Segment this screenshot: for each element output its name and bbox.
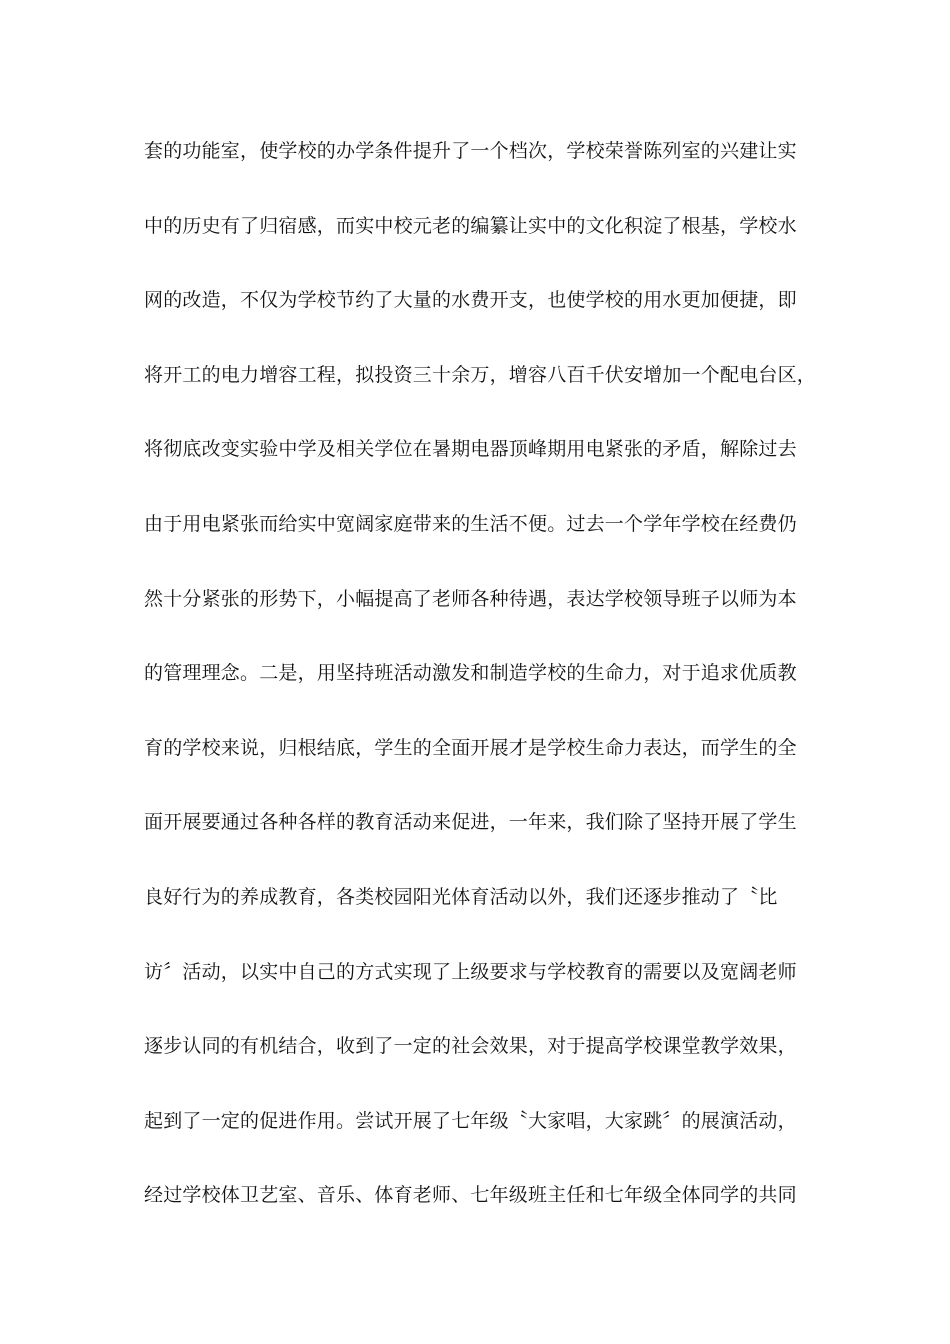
- text-line-12: 访〞活动，以实中自己的方式实现了上级要求与学校教育的需要以及宽阔老师: [144, 960, 797, 983]
- text-line-3: 网的改造，不仅为学校节约了大量的水费开支，也使学校的用水更加便捷，即: [144, 289, 797, 312]
- text-line-7: 然十分紧张的形势下，小幅提高了老师各种待遇，表达学校领导班子以师为本: [144, 587, 797, 610]
- text-line-15: 经过学校体卫艺室、音乐、体育老师、七年级班主任和七年级全体同学的共同: [144, 1184, 797, 1207]
- text-line-6: 由于用电紧张而给实中宽阔家庭带来的生活不便。过去一个学年学校在经费仍: [144, 512, 797, 535]
- text-line-8: 的管理理念。二是，用坚持班活动激发和制造学校的生命力，对于追求优质教: [144, 662, 797, 685]
- text-line-2: 中的历史有了归宿感，而实中校元老的编纂让实中的文化积淀了根基，学校水: [144, 214, 797, 237]
- text-line-4: 将开工的电力增容工程，拟投资三十余万，增容八百千伏安增加一个配电台区，: [144, 363, 817, 386]
- text-line-11: 良好行为的养成教育，各类校园阳光体育活动以外，我们还逐步推动了〝比: [144, 885, 778, 908]
- text-line-1: 套的功能室，使学校的办学条件提升了一个档次，学校荣誉陈列室的兴建让实: [144, 140, 797, 162]
- text-line-5: 将彻底改变实验中学及相关学位在暑期电器顶峰期用电紧张的矛盾，解除过去: [144, 438, 797, 461]
- text-line-13: 逐步认同的有机结合，收到了一定的社会效果，对于提高学校课堂教学效果，: [144, 1035, 797, 1058]
- body-text: [144, 129, 817, 1248]
- text-line-14: 起到了一定的促进作用。尝试开展了七年级〝大家唱，大家跳〞的展演活动，: [144, 1109, 797, 1132]
- text-line-9: 育的学校来说，归根结底，学生的全面开展才是学校生命力表达，而学生的全: [144, 736, 797, 759]
- text-line-10: 面开展要通过各种各样的教育活动来促进，一年来，我们除了坚持开展了学生: [144, 811, 797, 834]
